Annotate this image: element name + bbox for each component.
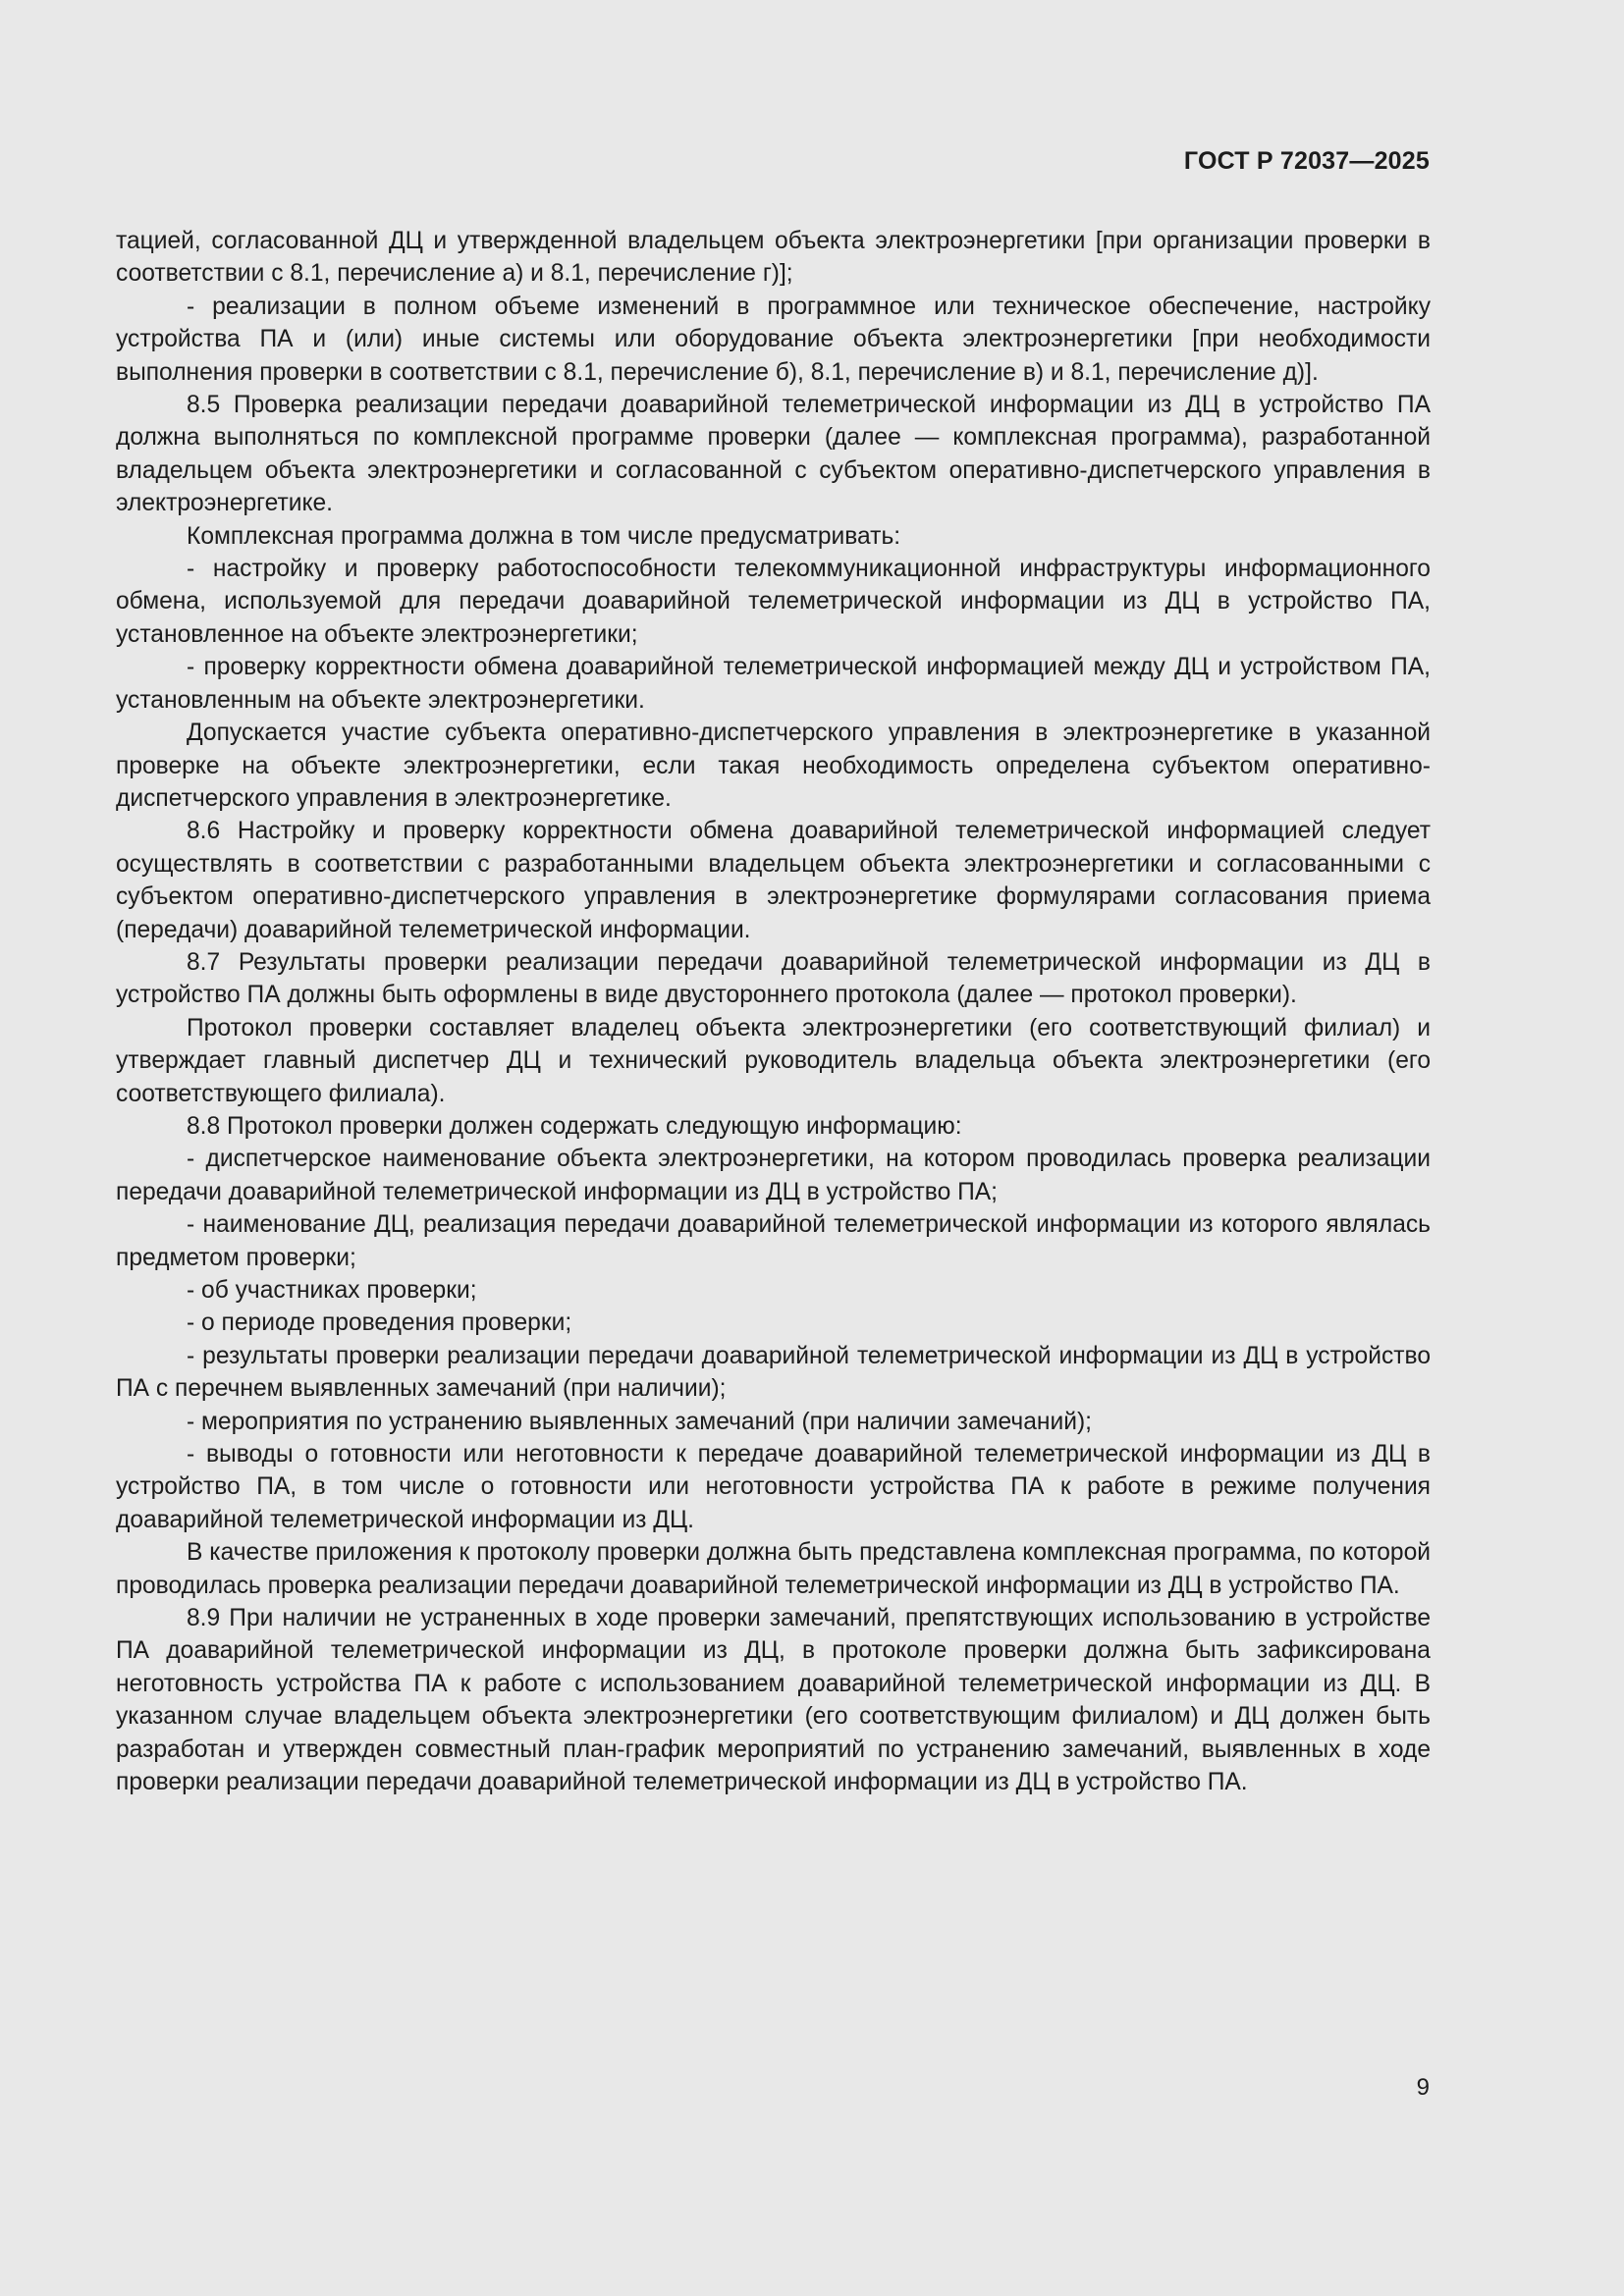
paragraph: В качестве приложения к протоколу проверки должна быть представлена комплексная программа, по которой проводилась проверка реализации передачи доаварийной телеметрической информации из ДЦ в устройство ПА. [116,1539,1431,1599]
paragraph: Протокол проверки составляет владелец объекта электроэнергетики (его соответствующий филиал) и утверждает главный диспетчер ДЦ и технический руководитель владельца объекта электроэнергетики (его соответствующего филиала). [116,1014,1431,1107]
list-item: - об участниках проверки; [187,1277,477,1304]
paragraph-continuation: тацией, согласованной ДЦ и утвержденной владельцем объекта электроэнергетики [при организации проверки в соответствии с 8.1, перечисление а) и 8.1, перечисление г)]; [116,228,1431,288]
paragraph: Допускается участие субъекта оперативно-диспетчерского управления в электроэнергетике в указанной проверке на объекте электроэнергетики, если такая необходимость определена субъектом оперативно-диспетчерского управления в электроэнергетике. [116,720,1431,812]
clause-8-6: 8.6 Настройку и проверку корректности обмена доаварийной телеметрической информацией следует осуществлять в соответствии с разработанными владельцем объекта электроэнергетики и согласованными с субъектом оперативно-диспетчерского управления в электроэнергетике формулярами согласования приема (передачи) доаварийной телеметрической информации. [116,818,1431,943]
clause-8-9: 8.9 При наличии не устраненных в ходе проверки замечаний, препятствующих использованию в устройстве ПА доаварийной телеметрической информации из ДЦ, в протоколе проверки должна быть зафиксирована неготовность устройства ПА к работе с использованием доаварийной телеметрической информации из ДЦ. В указанном случае владельцем объекта электроэнергетики (его соответствующим филиалом) и ДЦ должен быть разработан и утвержден совместный план-график мероприятий по устранению замечаний, выявленных в ходе проверки реализации передачи доаварийной телеметрической информации из ДЦ в устройство ПА. [116,1605,1431,1796]
list-item: - выводы о готовности или неготовности к передаче доаварийной телеметрической информации из ДЦ в устройство ПА, в том числе о готовности или неготовности устройства ПА к работе в режиме получения доаварийной телеметрической информации из ДЦ. [116,1441,1431,1533]
list-item: - реализации в полном объеме изменений в программное или техническое обеспечение, настройку устройства ПА и (или) иные системы или оборудование объекта электроэнергетики [при необходимости выполнения проверки в соответствии с 8.1, перечисление б), 8.1, перечисление в) и 8.1, перечисление д)]. [116,293,1431,386]
list-item: - диспетчерское наименование объекта электроэнергетики, на котором проводилась проверка реализации передачи доаварийной телеметрической информации из ДЦ в устройство ПА; [116,1146,1431,1205]
clause-8-5: 8.5 Проверка реализации передачи доаварийной телеметрической информации из ДЦ в устройство ПА должна выполняться по комплексной программе проверки (далее — комплексная программа), разработанной владельцем объекта электроэнергетики и согласованной с субъектом оперативно-диспетчерского управления в электроэнергетике. [116,392,1431,517]
clause-8-8: 8.8 Протокол проверки должен содержать следующую информацию: [187,1112,962,1140]
document-body [116,225,1431,1799]
list-item: - наименование ДЦ, реализация передачи доаварийной телеметрической информации из которого являлась предметом проверки; [116,1211,1431,1271]
paragraph: Комплексная программа должна в том числе предусматривать: [187,522,901,550]
list-item: - проверку корректности обмена доаварийной телеметрической информацией между ДЦ и устройством ПА, установленным на объекте электроэнергетики. [116,654,1431,714]
list-item: - настройку и проверку работоспособности телекоммуникационной инфраструктуры информационного обмена, используемой для передачи доаварийной телеметрической информации из ДЦ в устройство ПА, установленное на объекте электроэнергетики; [116,556,1431,648]
list-item: - результаты проверки реализации передачи доаварийной телеметрической информации из ДЦ в устройство ПА с перечнем выявленных замечаний (при наличии); [116,1342,1431,1403]
list-item: - мероприятия по устранению выявленных замечаний (при наличии замечаний); [187,1408,1092,1435]
list-item: - о периоде проведения проверки; [187,1309,572,1337]
standard-header: ГОСТ Р 72037—2025 [1183,147,1430,175]
page-number: 9 [1416,2074,1430,2101]
clause-8-7: 8.7 Результаты проверки реализации передачи доаварийной телеметрической информации из ДЦ в устройство ПА должны быть оформлены в виде двустороннего протокола (далее — протокол проверки). [116,948,1431,1009]
